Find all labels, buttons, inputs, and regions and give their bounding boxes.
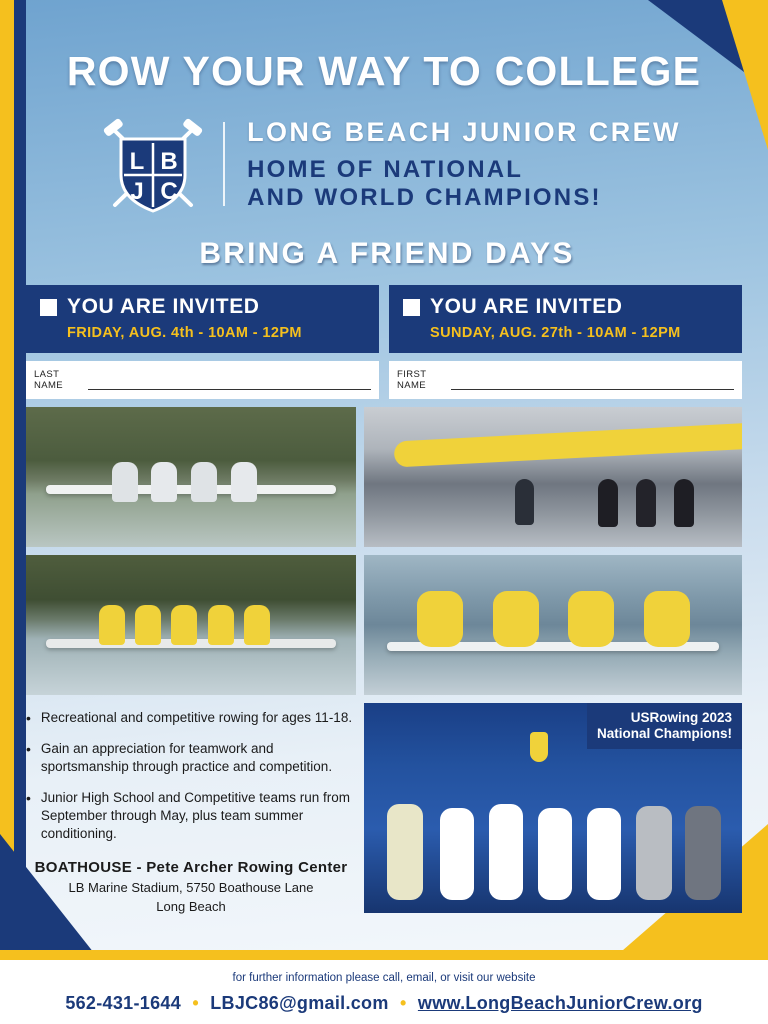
rower-figure bbox=[112, 462, 138, 502]
first-name-label-line2: NAME bbox=[397, 380, 427, 391]
rower-figure bbox=[99, 605, 125, 645]
invite-date: SUNDAY, AUG. 27th - 10AM - 12PM bbox=[430, 325, 681, 341]
first-name-field[interactable] bbox=[389, 361, 742, 399]
flyer-content bbox=[26, 0, 768, 914]
photo-gallery bbox=[26, 407, 768, 695]
footer-note: for further information please call, email, or visit our website bbox=[232, 972, 536, 984]
invite-card-friday[interactable] bbox=[26, 285, 379, 353]
champion-caption bbox=[587, 703, 742, 749]
boathouse-title: BOATHOUSE - Pete Archer Rowing Center bbox=[34, 859, 348, 876]
brand-divider bbox=[223, 122, 225, 206]
section-title: BRING A FRIEND DAYS bbox=[199, 237, 575, 270]
photo-row-2 bbox=[26, 555, 742, 695]
bullet-dot: • bbox=[26, 710, 31, 726]
footer-yellow-strip bbox=[0, 950, 768, 960]
staff-figure bbox=[685, 806, 721, 900]
program-info bbox=[26, 703, 356, 914]
bullet-text: Recreational and competitive rowing for ages 11-18. bbox=[40, 710, 353, 725]
photo-eight-boat-race bbox=[26, 555, 356, 695]
phone-number[interactable]: 562-431-1644 bbox=[65, 993, 182, 1013]
bullet-list bbox=[26, 709, 356, 843]
logo-letter-b: B bbox=[160, 148, 178, 175]
invite-title: YOU ARE INVITED bbox=[67, 295, 260, 318]
athlete-figure bbox=[489, 804, 523, 900]
bullet-dot: • bbox=[26, 741, 31, 757]
rower-figure bbox=[191, 462, 217, 502]
first-name-label-line1: FIRST bbox=[397, 369, 427, 380]
champion-caption-line-2: National Champions! bbox=[596, 726, 732, 741]
first-name-label bbox=[397, 369, 451, 391]
tagline-line-1: HOME OF NATIONAL bbox=[247, 155, 524, 183]
rower-figure bbox=[231, 462, 257, 502]
invite-header bbox=[403, 295, 728, 319]
rower-figure bbox=[208, 605, 234, 645]
athlete-figure bbox=[440, 808, 474, 900]
last-name-label-line2: NAME bbox=[34, 380, 64, 391]
boathouse-address-line-1: LB Marine Stadium, 5750 Boathouse Lane bbox=[68, 880, 314, 895]
rower-figure bbox=[135, 605, 161, 645]
list-item bbox=[26, 740, 356, 776]
photo-quad-crew-closeup bbox=[364, 555, 742, 695]
boathouse-block bbox=[26, 859, 356, 914]
rower-figure bbox=[417, 591, 463, 647]
rower-figure bbox=[493, 591, 539, 647]
lbjc-logo bbox=[93, 109, 213, 219]
page-title: ROW YOUR WAY TO COLLEGE bbox=[66, 48, 702, 94]
brand-row bbox=[26, 109, 768, 219]
invite-title: YOU ARE INVITED bbox=[430, 295, 623, 318]
staff-figure bbox=[636, 806, 672, 900]
invite-checkbox-sunday[interactable] bbox=[403, 299, 420, 316]
brand-text-block bbox=[247, 117, 681, 212]
last-name-input[interactable] bbox=[88, 370, 371, 390]
org-name: LONG BEACH JUNIOR CREW bbox=[247, 116, 681, 147]
invite-header bbox=[40, 295, 365, 319]
footer-separator: • bbox=[399, 993, 407, 1013]
rower-figure bbox=[171, 605, 197, 645]
rower-figure bbox=[515, 479, 534, 525]
athlete-figure bbox=[587, 808, 621, 900]
logo-letter-c: C bbox=[160, 178, 178, 205]
rower-figure bbox=[636, 479, 656, 527]
photo-eight-boat-practice bbox=[26, 407, 356, 547]
photo-boat-carry-dock bbox=[364, 407, 742, 547]
invite-row bbox=[26, 285, 768, 353]
last-name-label-line1: LAST bbox=[34, 369, 60, 380]
footer-band bbox=[0, 960, 768, 1024]
bullet-text: Junior High School and Competitive teams run from September through May, plus team summer conditioning. bbox=[40, 790, 351, 841]
bullet-text: Gain an appreciation for teamwork and sportsmanship through practice and competition. bbox=[40, 741, 333, 774]
name-fields-row bbox=[26, 361, 768, 399]
coach-figure bbox=[387, 804, 423, 900]
footer-contact bbox=[0, 993, 768, 1014]
boat-hull-yellow bbox=[394, 423, 742, 468]
bullet-dot: • bbox=[26, 790, 31, 806]
logo-letter-l: L bbox=[129, 148, 145, 175]
rower-figure bbox=[568, 591, 614, 647]
lower-section bbox=[26, 703, 768, 914]
rower-figure bbox=[151, 462, 177, 502]
list-item bbox=[26, 789, 356, 843]
champion-caption-line-1: USRowing 2023 bbox=[630, 710, 732, 725]
logo-letter-j: J bbox=[130, 178, 144, 205]
trophy-icon bbox=[530, 732, 548, 762]
invite-checkbox-friday[interactable] bbox=[40, 299, 57, 316]
rower-figure bbox=[644, 591, 690, 647]
tagline-line-2: AND WORLD CHAMPIONS! bbox=[247, 183, 602, 211]
last-name-label bbox=[34, 369, 88, 391]
rower-figure bbox=[674, 479, 694, 527]
rower-figure bbox=[598, 479, 618, 527]
website-link[interactable]: www.LongBeachJuniorCrew.org bbox=[417, 993, 703, 1013]
footer-separator: • bbox=[192, 993, 199, 1013]
list-item bbox=[26, 709, 356, 727]
invite-date: FRIDAY, AUG. 4th - 10AM - 12PM bbox=[67, 325, 302, 341]
email-address[interactable]: LBJC86@gmail.com bbox=[210, 993, 389, 1013]
athlete-figure bbox=[538, 808, 572, 900]
last-name-field[interactable] bbox=[26, 361, 379, 399]
first-name-input[interactable] bbox=[451, 370, 734, 390]
photo-national-champions bbox=[364, 703, 742, 913]
invite-card-sunday[interactable] bbox=[389, 285, 742, 353]
boathouse-address-line-2: Long Beach bbox=[156, 899, 226, 914]
photo-row-1 bbox=[26, 407, 742, 547]
rower-figure bbox=[244, 605, 270, 645]
